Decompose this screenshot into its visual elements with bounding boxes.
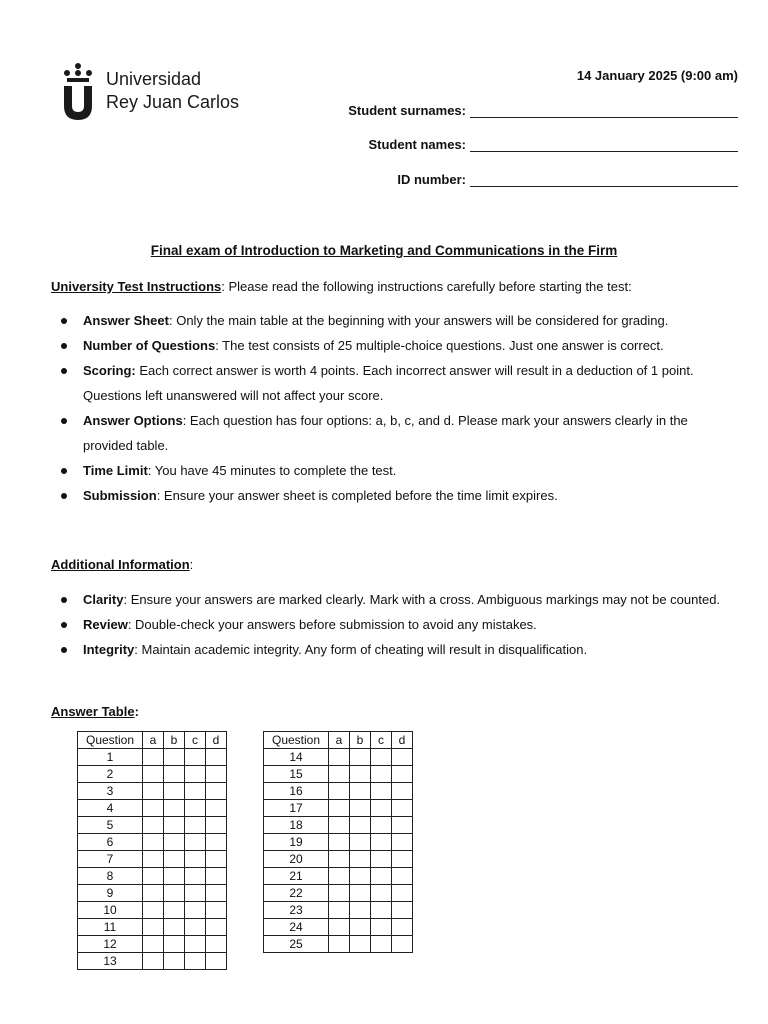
answer-cell-a[interactable] — [143, 783, 164, 800]
answer-cell-d[interactable] — [392, 851, 413, 868]
blank-line[interactable] — [470, 139, 738, 152]
table-row — [264, 851, 413, 868]
answer-cell-b[interactable] — [350, 766, 371, 783]
instructions-intro-text: : Please read the following instructions carefully before starting the test: — [221, 279, 632, 294]
answer-cell-b[interactable] — [164, 800, 185, 817]
additional-info-list — [60, 587, 732, 662]
list-item — [60, 358, 732, 408]
table-row — [264, 783, 413, 800]
question-number: 24 — [264, 919, 329, 936]
answer-table-heading: Answer Table — [51, 704, 135, 719]
question-number: 22 — [264, 885, 329, 902]
answer-cell-d[interactable] — [392, 749, 413, 766]
answer-cell-b[interactable] — [164, 851, 185, 868]
list-item — [60, 483, 732, 508]
question-number: 4 — [78, 800, 143, 817]
answer-cell-b[interactable] — [164, 834, 185, 851]
answer-cell-a[interactable] — [329, 749, 350, 766]
answer-cell-a[interactable] — [143, 851, 164, 868]
question-number: 14 — [264, 749, 329, 766]
answer-cell-a[interactable] — [143, 953, 164, 970]
answer-cell-b[interactable] — [350, 783, 371, 800]
answer-cell-d[interactable] — [392, 834, 413, 851]
question-number: 10 — [78, 902, 143, 919]
item-text: : Only the main table at the beginning with your answers will be considered for grading. — [168, 313, 669, 328]
answer-cell-c[interactable] — [371, 902, 392, 919]
answer-cell-c[interactable] — [371, 783, 392, 800]
instructions-heading: University Test Instructions — [51, 279, 222, 294]
answer-cell-b[interactable] — [350, 800, 371, 817]
answer-cell-a[interactable] — [329, 936, 350, 953]
answer-cell-c[interactable] — [185, 953, 206, 970]
table-row — [264, 885, 413, 902]
answer-cell-b[interactable] — [350, 749, 371, 766]
item-text: : Ensure your answer sheet is completed before the time limit expires. — [156, 488, 558, 503]
item-term: Answer Sheet — [83, 313, 169, 328]
table-row — [264, 834, 413, 851]
answer-cell-d[interactable] — [206, 834, 227, 851]
question-number: 11 — [78, 919, 143, 936]
answer-cell-d[interactable] — [392, 919, 413, 936]
answer-cell-c[interactable] — [371, 817, 392, 834]
logo-line-2: Rey Juan Carlos — [106, 92, 240, 112]
answer-cell-c[interactable] — [185, 800, 206, 817]
answer-cell-a[interactable] — [143, 919, 164, 936]
column-header-a: a — [143, 732, 164, 749]
table-row — [78, 885, 227, 902]
answer-cell-c[interactable] — [371, 834, 392, 851]
answer-cell-c[interactable] — [371, 749, 392, 766]
question-number: 2 — [78, 766, 143, 783]
answer-cell-c[interactable] — [185, 783, 206, 800]
answer-cell-b[interactable] — [164, 868, 185, 885]
student-surnames-field[interactable] — [348, 103, 738, 118]
item-text: : You have 45 minutes to complete the test. — [147, 463, 397, 478]
column-header-b: b — [164, 732, 185, 749]
answer-table-right — [263, 731, 413, 953]
answer-cell-c[interactable] — [371, 800, 392, 817]
answer-cell-b[interactable] — [164, 902, 185, 919]
blank-line[interactable] — [470, 105, 738, 118]
table-row — [264, 817, 413, 834]
answer-cell-b[interactable] — [164, 936, 185, 953]
list-item — [60, 587, 732, 612]
exam-date: 14 January 2025 (9:00 am) — [576, 68, 738, 83]
field-label: ID number: — [397, 172, 466, 187]
answer-cell-d[interactable] — [206, 800, 227, 817]
id-number-field[interactable] — [397, 172, 738, 187]
question-number: 15 — [264, 766, 329, 783]
item-text: : Double-check your answers before submission to avoid any mistakes. — [127, 617, 537, 632]
answer-cell-a[interactable] — [143, 868, 164, 885]
student-names-field[interactable] — [368, 137, 738, 152]
question-number: 23 — [264, 902, 329, 919]
question-number: 7 — [78, 851, 143, 868]
item-term: Scoring: — [83, 363, 136, 378]
item-text: Each correct answer is worth 4 points. Each incorrect answer will result in a deduction of 1 point. Questions left unanswered will not affect your score. — [83, 363, 694, 403]
question-number: 13 — [78, 953, 143, 970]
table-row — [78, 936, 227, 953]
additional-info-heading: Additional Information — [51, 557, 190, 572]
question-number: 8 — [78, 868, 143, 885]
answer-cell-c[interactable] — [185, 817, 206, 834]
answer-cell-d[interactable] — [392, 936, 413, 953]
answer-cell-d[interactable] — [206, 953, 227, 970]
question-number: 21 — [264, 868, 329, 885]
answer-table-left — [77, 731, 227, 970]
logo-line-1: Universidad — [106, 69, 202, 89]
answer-cell-a[interactable] — [329, 919, 350, 936]
answer-cell-a[interactable] — [329, 766, 350, 783]
answer-cell-b[interactable] — [164, 749, 185, 766]
answer-cell-d[interactable] — [206, 766, 227, 783]
column-header-question: Question — [264, 732, 329, 749]
table-row — [78, 783, 227, 800]
question-number: 18 — [264, 817, 329, 834]
answer-cell-d[interactable] — [206, 851, 227, 868]
item-term: Number of Questions — [83, 338, 216, 353]
answer-cell-c[interactable] — [185, 919, 206, 936]
list-item — [60, 308, 732, 333]
column-header-d: d — [392, 732, 413, 749]
table-row — [264, 919, 413, 936]
answer-cell-d[interactable] — [392, 868, 413, 885]
column-header-b: b — [350, 732, 371, 749]
item-term: Submission — [83, 488, 157, 503]
field-label: Student surnames: — [348, 103, 466, 118]
answer-cell-c[interactable] — [185, 868, 206, 885]
answer-cell-a[interactable] — [143, 766, 164, 783]
table-row — [264, 936, 413, 953]
answer-cell-d[interactable] — [392, 902, 413, 919]
column-header-c: c — [185, 732, 206, 749]
question-number: 9 — [78, 885, 143, 902]
question-number: 16 — [264, 783, 329, 800]
answer-cell-d[interactable] — [206, 817, 227, 834]
answer-cell-a[interactable] — [143, 936, 164, 953]
answer-cell-d[interactable] — [392, 817, 413, 834]
answer-cell-a[interactable] — [143, 749, 164, 766]
answer-cell-d[interactable] — [206, 936, 227, 953]
answer-cell-c[interactable] — [185, 766, 206, 783]
item-term: Review — [83, 617, 128, 632]
question-number: 19 — [264, 834, 329, 851]
list-item — [60, 333, 732, 358]
answer-cell-d[interactable] — [392, 800, 413, 817]
answer-cell-d[interactable] — [392, 766, 413, 783]
answer-cell-c[interactable] — [185, 834, 206, 851]
question-number: 17 — [264, 800, 329, 817]
item-term: Integrity — [83, 642, 135, 657]
answer-cell-b[interactable] — [350, 868, 371, 885]
answer-cell-c[interactable] — [371, 868, 392, 885]
table-row — [78, 834, 227, 851]
answer-cell-b[interactable] — [350, 902, 371, 919]
item-text: : Ensure your answers are marked clearly. Mark with a cross. Ambiguous markings may not be counted. — [123, 592, 721, 607]
answer-cell-a[interactable] — [143, 800, 164, 817]
answer-cell-b[interactable] — [164, 766, 185, 783]
answer-cell-d[interactable] — [206, 902, 227, 919]
answer-cell-c[interactable] — [371, 919, 392, 936]
table-row — [264, 902, 413, 919]
question-number: 6 — [78, 834, 143, 851]
additional-info-heading-row — [51, 557, 738, 572]
question-number: 12 — [78, 936, 143, 953]
answer-cell-a[interactable] — [329, 851, 350, 868]
table-header-row — [78, 732, 227, 749]
table-row — [78, 817, 227, 834]
answer-cell-b[interactable] — [350, 817, 371, 834]
answer-cell-c[interactable] — [185, 902, 206, 919]
table-row — [264, 766, 413, 783]
column-header-d: d — [206, 732, 227, 749]
table-row — [264, 800, 413, 817]
item-text: : The test consists of 25 multiple-choice questions. Just one answer is correct. — [215, 338, 664, 353]
list-item — [60, 458, 732, 483]
item-text: : Each question has four options: a, b, c, and d. Please mark your answers clearly in the provided table. — [83, 413, 688, 453]
answer-cell-a[interactable] — [329, 800, 350, 817]
table-row — [264, 868, 413, 885]
question-number: 3 — [78, 783, 143, 800]
answer-cell-a[interactable] — [143, 834, 164, 851]
answer-cell-a[interactable] — [143, 817, 164, 834]
heading-colon: : — [134, 704, 139, 719]
answer-table-heading-row — [51, 704, 738, 719]
table-row — [264, 749, 413, 766]
answer-cell-c[interactable] — [371, 936, 392, 953]
exam-title: Final exam of Introduction to Marketing and Communications in the Firm — [150, 243, 618, 258]
table-row — [78, 868, 227, 885]
answer-cell-c[interactable] — [185, 749, 206, 766]
question-number: 5 — [78, 817, 143, 834]
answer-cell-d[interactable] — [206, 783, 227, 800]
list-item — [60, 408, 732, 458]
table-row — [78, 953, 227, 970]
answer-cell-b[interactable] — [164, 885, 185, 902]
answer-cell-b[interactable] — [350, 885, 371, 902]
item-term: Time Limit — [83, 463, 148, 478]
question-number: 1 — [78, 749, 143, 766]
answer-cell-a[interactable] — [329, 783, 350, 800]
blank-line[interactable] — [470, 174, 738, 187]
list-item — [60, 612, 732, 637]
column-header-c: c — [371, 732, 392, 749]
field-label: Student names: — [368, 137, 466, 152]
column-header-a: a — [329, 732, 350, 749]
answer-cell-a[interactable] — [143, 902, 164, 919]
urjc-emblem-icon — [60, 60, 100, 122]
answer-cell-a[interactable] — [329, 817, 350, 834]
answer-cell-d[interactable] — [392, 783, 413, 800]
answer-cell-c[interactable] — [371, 851, 392, 868]
answer-cell-d[interactable] — [206, 885, 227, 902]
answer-cell-a[interactable] — [329, 885, 350, 902]
answer-cell-a[interactable] — [143, 885, 164, 902]
item-term: Clarity — [83, 592, 124, 607]
item-text: : Maintain academic integrity. Any form of cheating will result in disqualification. — [134, 642, 588, 657]
answer-cell-b[interactable] — [350, 851, 371, 868]
answer-cell-b[interactable] — [164, 919, 185, 936]
answer-cell-d[interactable] — [206, 919, 227, 936]
question-number: 25 — [264, 936, 329, 953]
answer-cell-a[interactable] — [329, 834, 350, 851]
answer-cell-a[interactable] — [329, 902, 350, 919]
table-row — [78, 766, 227, 783]
table-row — [78, 749, 227, 766]
answer-cell-c[interactable] — [371, 766, 392, 783]
university-logo — [60, 60, 240, 122]
table-row — [78, 851, 227, 868]
answer-cell-b[interactable] — [164, 817, 185, 834]
university-name — [106, 68, 239, 114]
answer-cell-b[interactable] — [350, 834, 371, 851]
answer-cell-d[interactable] — [206, 749, 227, 766]
item-term: Answer Options — [83, 413, 183, 428]
answer-cell-d[interactable] — [392, 885, 413, 902]
answer-cell-b[interactable] — [350, 919, 371, 936]
answer-cell-d[interactable] — [206, 868, 227, 885]
answer-cell-c[interactable] — [185, 885, 206, 902]
heading-colon: : — [189, 557, 194, 572]
column-header-question: Question — [78, 732, 143, 749]
table-row — [78, 800, 227, 817]
list-item — [60, 637, 732, 662]
answer-cell-a[interactable] — [329, 868, 350, 885]
instructions-list — [60, 308, 732, 508]
answer-cell-b[interactable] — [350, 936, 371, 953]
instructions-intro — [51, 279, 738, 294]
table-header-row — [264, 732, 413, 749]
answer-cell-c[interactable] — [185, 851, 206, 868]
answer-cell-c[interactable] — [185, 936, 206, 953]
table-row — [78, 919, 227, 936]
table-row — [78, 902, 227, 919]
answer-cell-b[interactable] — [164, 783, 185, 800]
answer-cell-c[interactable] — [371, 885, 392, 902]
answer-cell-b[interactable] — [164, 953, 185, 970]
question-number: 20 — [264, 851, 329, 868]
